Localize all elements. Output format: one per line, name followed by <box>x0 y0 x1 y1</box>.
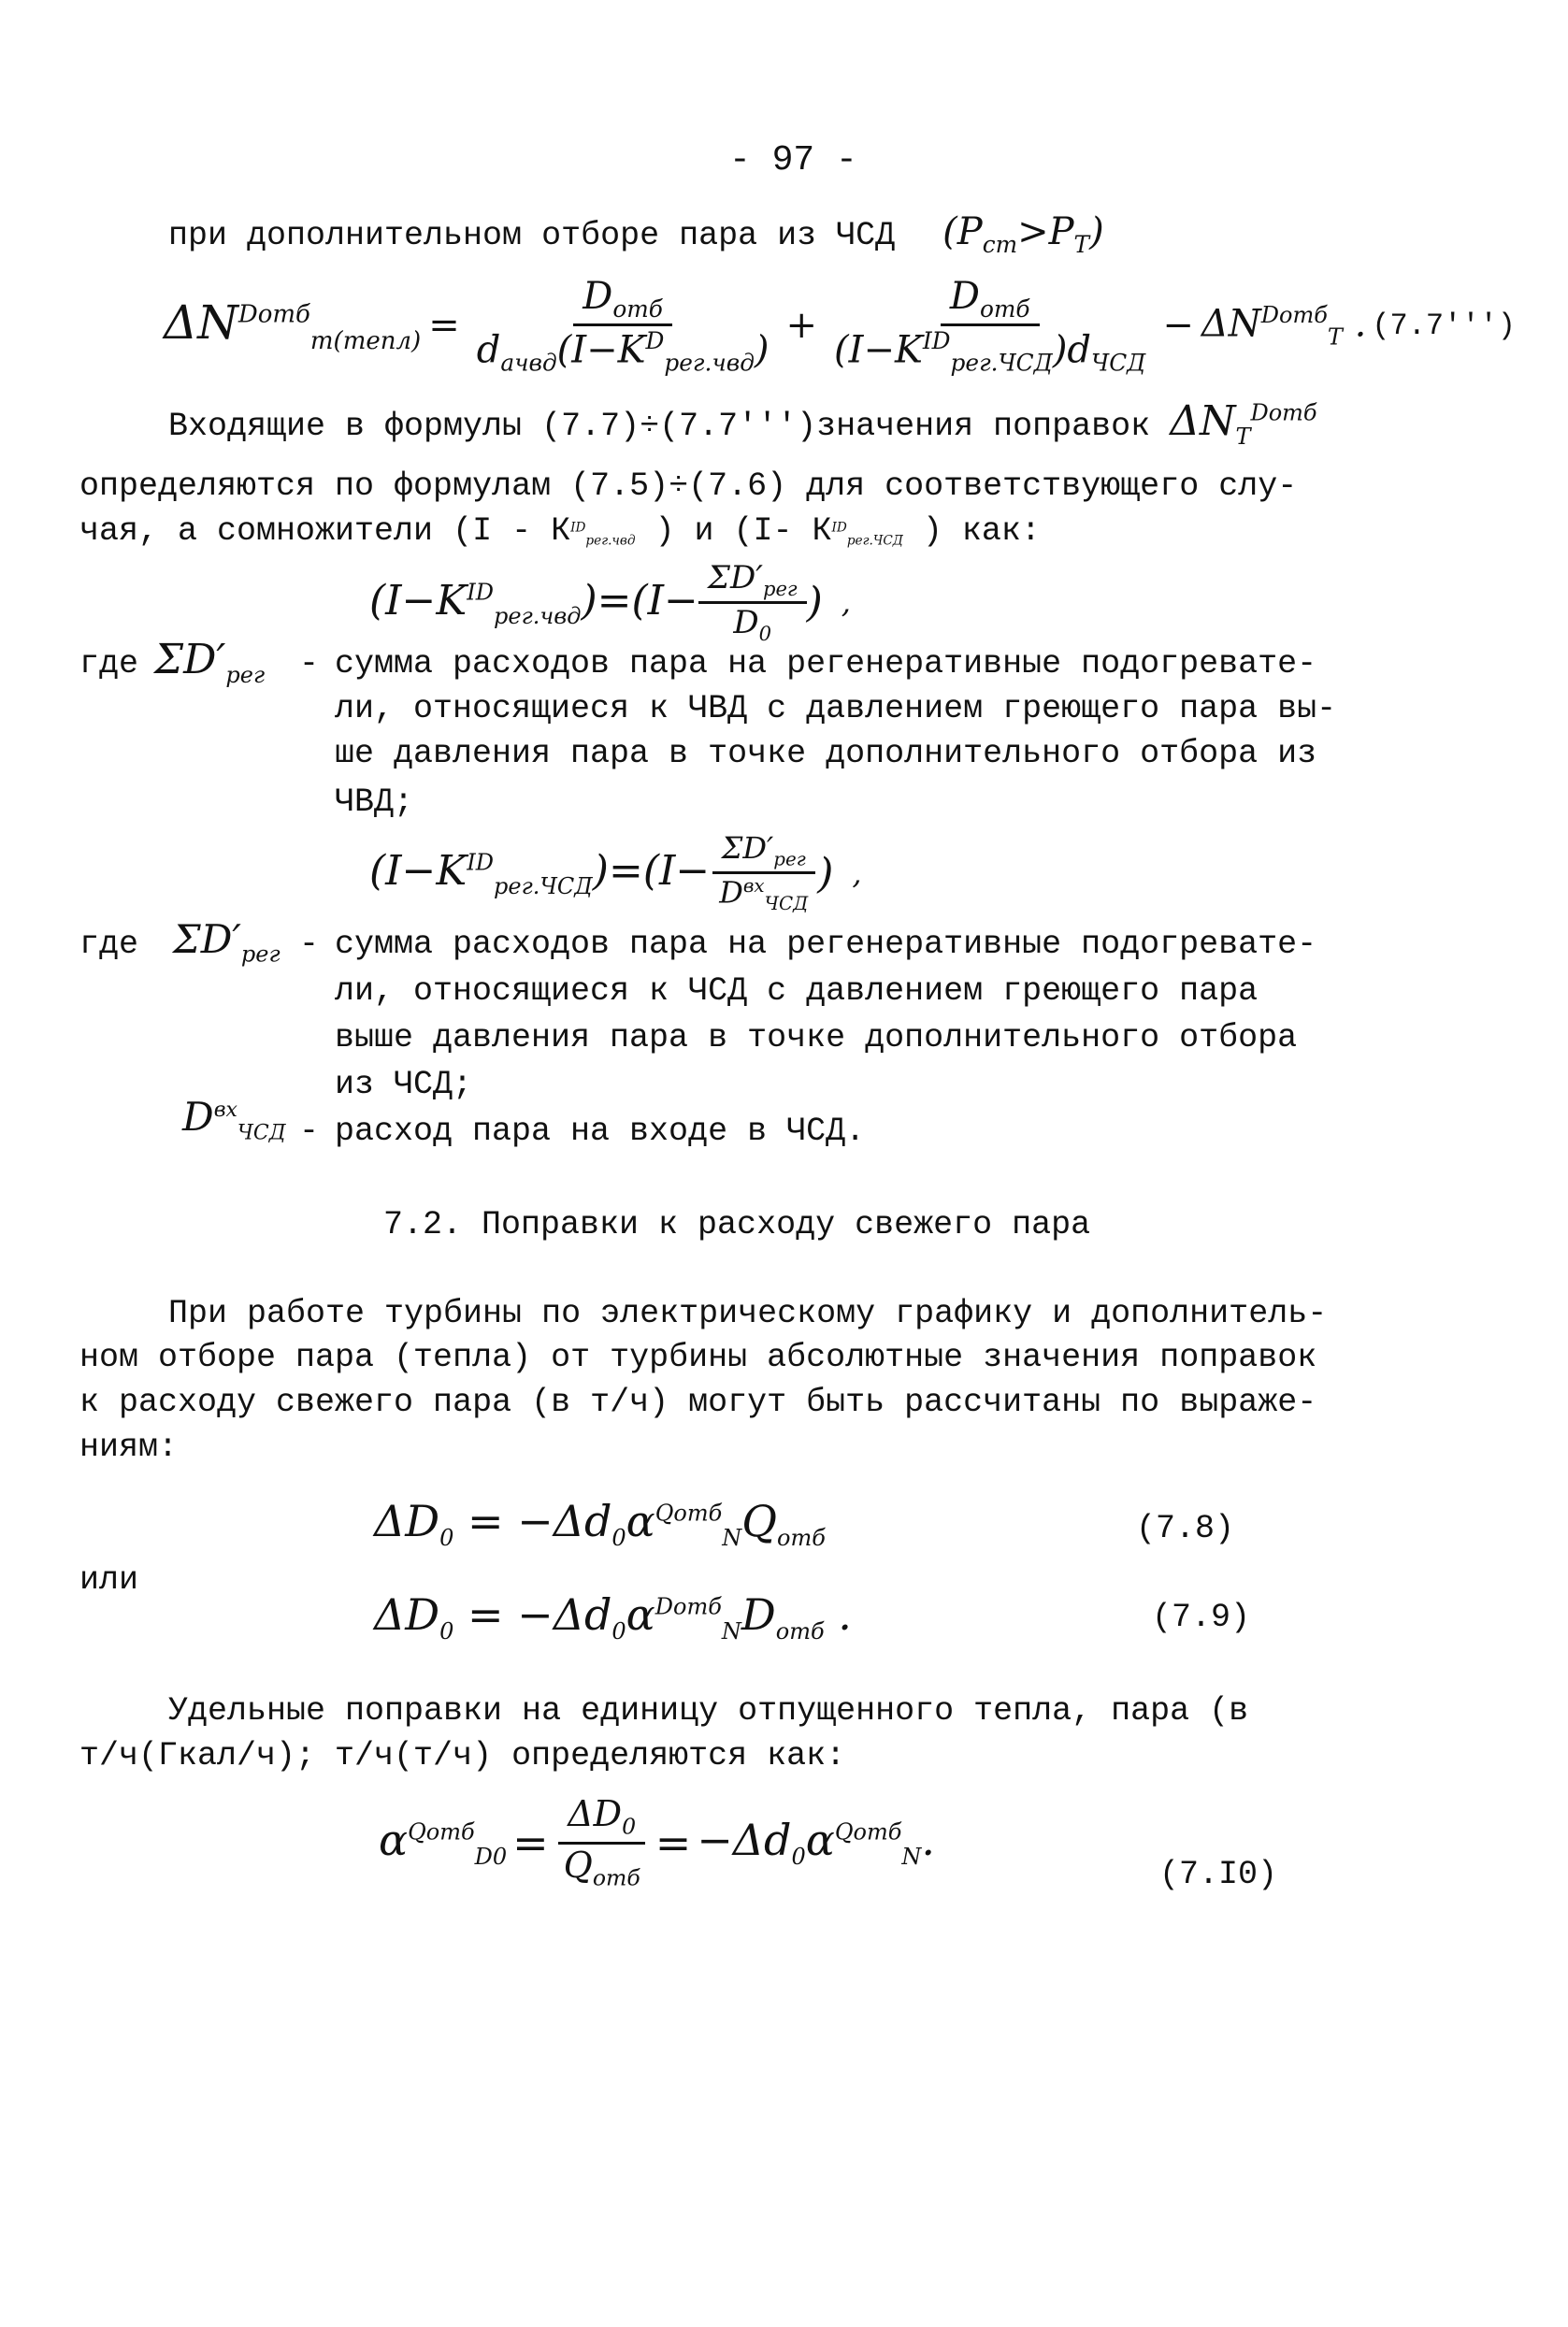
intro-condition: $(P_{ст}>P_Т)$ <box>942 210 1104 258</box>
para-1-line-2: ном отборе пара (тепла) от турбины абсолютные значения поправок <box>79 1339 1317 1376</box>
line-opr-2a: чая, а сомножители (I - К <box>79 512 571 550</box>
para-2-line-2: т/ч(Гкал/ч); т/ч(т/ч) определяются как: <box>79 1737 846 1774</box>
where-1-line-3: ше давления пара в точке дополнительного отбора из <box>335 735 1317 772</box>
where-2-line-1: сумма расходов пара на регенеративные подогревате- <box>335 926 1317 963</box>
where-1-line-1: сумма расходов пара на регенеративные подогревате- <box>335 645 1317 682</box>
where-1-label: где <box>79 645 139 682</box>
where-1-symbol: $\Sigma D'_{рег}$ <box>154 636 266 688</box>
where-2-line-4: из ЧСД; <box>335 1066 473 1103</box>
para-2-line-1: Удельные поправки на единицу отпущенного тепла, пара (в <box>168 1692 1249 1730</box>
line-opredelyayutsya-1: определяются по формулам (7.5)÷(7.6) для соответствующего слу- <box>79 467 1298 505</box>
equation-7-9: $\Delta D_0 = -\Delta d_0\alpha^{Dотб}_ND_{отб}$ . <box>374 1589 852 1645</box>
line-opredelyayutsya-2: чая, а сомножители ($I - К^{ID}_{рег.чвд}$ ) и (I- $К^{ID}_{рег.ЧСД}$ ) как: <box>79 512 1041 550</box>
line-opr-2b: ) и (I- К <box>655 512 832 550</box>
where-3-text: расход пара на входе в ЧСД. <box>335 1113 866 1150</box>
eq-7-8-number: (7.8) <box>1136 1510 1235 1547</box>
where-2-symbol: $\Sigma D'_{рег}$ <box>173 916 281 968</box>
equation-7-10: $\alpha^{Qотб}_{D0}$ = $\frac{\Delta D_0}{Q_{отб}}$ = $-\Delta d_0\alpha^{Qотб}_N$. <box>379 1793 935 1891</box>
where-1-line-4: ЧВД; <box>335 783 414 821</box>
para-1-line-3: к расходу свежего пара (в т/ч) могут быть рассчитаны по выраже- <box>79 1384 1317 1421</box>
section-title: 7.2. Поправки к расходу свежего пара <box>383 1206 1091 1243</box>
eq-7-10-number: (7.I0) <box>1159 1856 1278 1893</box>
formula-k-chsd: $(I-K^{ID}_{рег.ЧСД})=(I-$ $\frac{\Sigma D'_{рег}}{D^{вх}_{ЧСД}}$ ) , <box>369 830 862 915</box>
where-2-line-2: ли, относящиеся к ЧСД с давлением греющего пара <box>335 972 1259 1010</box>
eq-7-9-number: (7.9) <box>1152 1599 1251 1636</box>
eq-fraction-1: $\frac{D_{отб}}{d_{aчвд}(I-K^D_{рег.чвд})}$ <box>476 275 770 377</box>
equation-7-7: $\Delta N^{Dотб}_{т(тепл)}$ = $\frac{D_{отб}}{d_{aчвд}(I-K^D_{рег.чвд})}$ + $\frac{D_{отб}}{(I-K^{ID}_{рег.ЧСД})d_{ЧСД}}$ − $\Delta N^{Dотб}_Т$ . (7.7''') <box>164 275 1516 377</box>
eq-lhs: $\Delta N^{Dотб}_{т(тепл)}$ <box>164 295 422 356</box>
where-3-symbol: $D^{вх}_{ЧСД}$ <box>182 1094 286 1145</box>
para-1-line-1: При работе турбины по электрическому графику и дополнитель- <box>168 1295 1328 1332</box>
ili-label: или <box>79 1561 139 1599</box>
equation-7-8: $\Delta D_0 = -\Delta d_0\alpha^{Qотб}_NQ_{отб}$ <box>374 1496 826 1552</box>
formula-k-chvd: $(I-K^{ID}_{рег.чвд})=(I-$ $\frac{\Sigma D'_{рег}}{D_0}$ ) , <box>369 559 851 645</box>
where-1-dash: - <box>299 645 320 682</box>
intro-line <box>168 210 1104 258</box>
where-1-line-2: ли, относящиеся к ЧВД с давлением греющего пара вы- <box>335 690 1337 727</box>
where-3-dash: - <box>299 1113 320 1150</box>
line-opr-2c: ) как: <box>922 512 1041 550</box>
para-1-line-4: ниям: <box>79 1429 179 1466</box>
where-2-dash: - <box>299 926 320 963</box>
where-2-label: где <box>79 926 139 963</box>
intro-text: при дополнительном отборе пара из ЧСД <box>168 217 896 254</box>
where-2-line-3: выше давления пара в точке дополнительного отбора <box>335 1019 1298 1056</box>
line-vhodyashie-text: Входящие в формулы (7.7)÷(7.7''')значения поправок <box>168 408 1151 445</box>
eq-7-7-number: (7.7''') <box>1372 308 1516 343</box>
page-number: - 97 - <box>729 140 857 180</box>
eq-fraction-2: $\frac{D_{отб}}{(I-K^{ID}_{рег.ЧСД})d_{ЧСД}}$ <box>834 275 1146 377</box>
delta-n-symbol: $\Delta N_Т^{Dотб}$ <box>1170 397 1317 450</box>
line-vhodyashie <box>168 397 1317 450</box>
